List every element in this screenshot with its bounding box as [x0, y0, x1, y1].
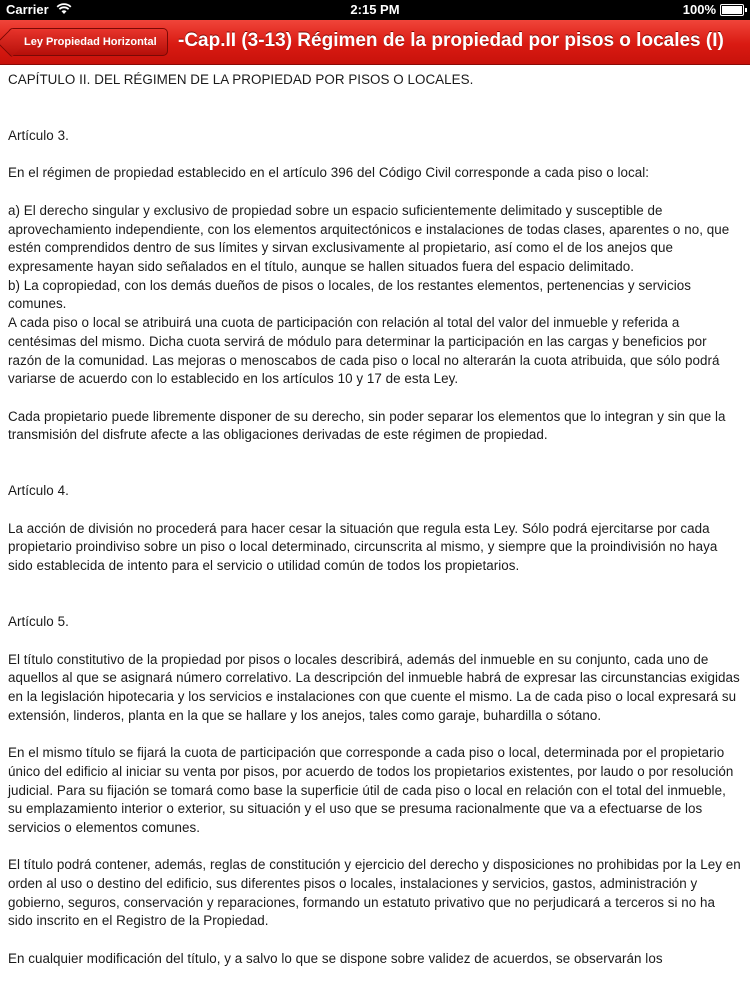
- page-title: -Cap.II (3-13) Régimen de la propiedad por pisos o locales (I): [178, 30, 724, 51]
- battery-percent: 100%: [682, 2, 716, 17]
- article-3-point-a: a) El derecho singular y exclusivo de propiedad sobre un espacio suficientemente delimitado y susceptible de aprovechamiento independiente, con los elementos arquitectónicos e instalaciones de todas clases, aparentes o no, que estén comprendidos dentro de sus límites y sirvan exclusivamente al propietario, así como el de los anejos que expresamente hayan sido señalados en el título, aunque se hallen situados fuera del espacio delimitado.: [8, 202, 730, 274]
- chapter-heading: CAPÍTULO II. DEL RÉGIMEN DE LA PROPIEDAD POR PISOS O LOCALES.: [8, 72, 474, 87]
- article-3-point-b: b) La copropiedad, con los demás dueños de pisos o locales, de los restantes elementos, pertenencias y servicios comunes.: [8, 277, 691, 312]
- article-4-heading: Artículo 4.: [8, 483, 69, 499]
- article-5-heading: Artículo 5.: [8, 614, 69, 630]
- article-3-intro: En el régimen de propiedad establecido en el artículo 396 del Código Civil corresponde a cada piso o local:: [8, 165, 650, 181]
- article-3-disponer: Cada propietario puede libremente disponer de su derecho, sin poder separar los elementos que lo integran y sin que la transmisión del disfrute afecte a las obligaciones derivadas de este régimen de propiedad.: [8, 408, 726, 443]
- article-5-paragraph-3: El título podrá contener, además, reglas de constitución y ejercicio del derecho y disposiciones no prohibidas por la Ley en orden al uso o destino del edificio, sus diferentes pisos o locales, instalaciones y servicios, gastos, administración y gobierno, seguros, conservación y reparaciones, formando un estatuto privativo que no perjudicará a terceros si no ha sido inscrito en el Registro de la Propiedad.: [8, 857, 741, 929]
- article-3-cuota: A cada piso o local se atribuirá una cuota de participación con relación al total del valor del inmueble y referida a centésimas del mismo. Dicha cuota servirá de módulo para determinar la participación en las cargas y beneficios por razón de la comunidad. Las mejoras o menoscabos de cada piso o local no alterarán la cuota atribuida, que sólo podrá variarse de acuerdo con lo establecido en los artículos 10 y 17 de esta Ley.: [8, 315, 720, 387]
- clock: 2:15 PM: [350, 2, 400, 17]
- battery-icon: [720, 4, 744, 16]
- article-3-heading: Artículo 3.: [8, 128, 69, 144]
- document-body: [0, 65, 750, 1000]
- article-5-paragraph-1: El título constitutivo de la propiedad por pisos o locales describirá, además del inmueble en su conjunto, cada uno de aquellos al que se asignará número correlativo. La descripción del inmueble habrá de expresar las circunstancias exigidas en la legislación hipotecaria y los servicios e instalaciones con que cuente el mismo. La de cada piso o local expresará su extensión, linderos, planta en la que se hallare y los anejos, tales como garaje, buhardilla o sótano.: [8, 651, 740, 723]
- back-button-label: Ley Propiedad Horizontal: [24, 36, 157, 48]
- article-5-paragraph-2: En el mismo título se fijará la cuota de participación que corresponde a cada piso o local, determinada por el propietario único del edificio al iniciar su venta por pisos, por acuerdo de todos los propietarios existentes, por laudo o por resolución judicial. Para su fijación se tomará como base la superficie útil de cada piso o local en relación con el total del inmueble, su emplazamiento interior o exterior, su situación y el uso que se presuma racionalmente que va a efectuarse de los servicios o elementos comunes.: [8, 745, 734, 835]
- article-4-text: La acción de división no procederá para hacer cesar la situación que regula esta Ley. Sólo podrá ejercitarse por cada propietario proindiviso sobre un piso o local determinado, circunscrita al mismo, y siempre que la proindivisión no haya sido establecida de intento para el servicio o utilidad común de todos los propietarios.: [8, 520, 718, 574]
- navigation-bar: [0, 20, 750, 65]
- back-button[interactable]: [8, 28, 168, 56]
- status-bar: [0, 0, 750, 20]
- article-5-paragraph-4: En cualquier modificación del título, y a salvo lo que se dispone sobre validez de acuerdos, se observarán los: [8, 950, 663, 966]
- battery-indicator: [683, 2, 744, 17]
- carrier-label: Carrier: [6, 2, 49, 17]
